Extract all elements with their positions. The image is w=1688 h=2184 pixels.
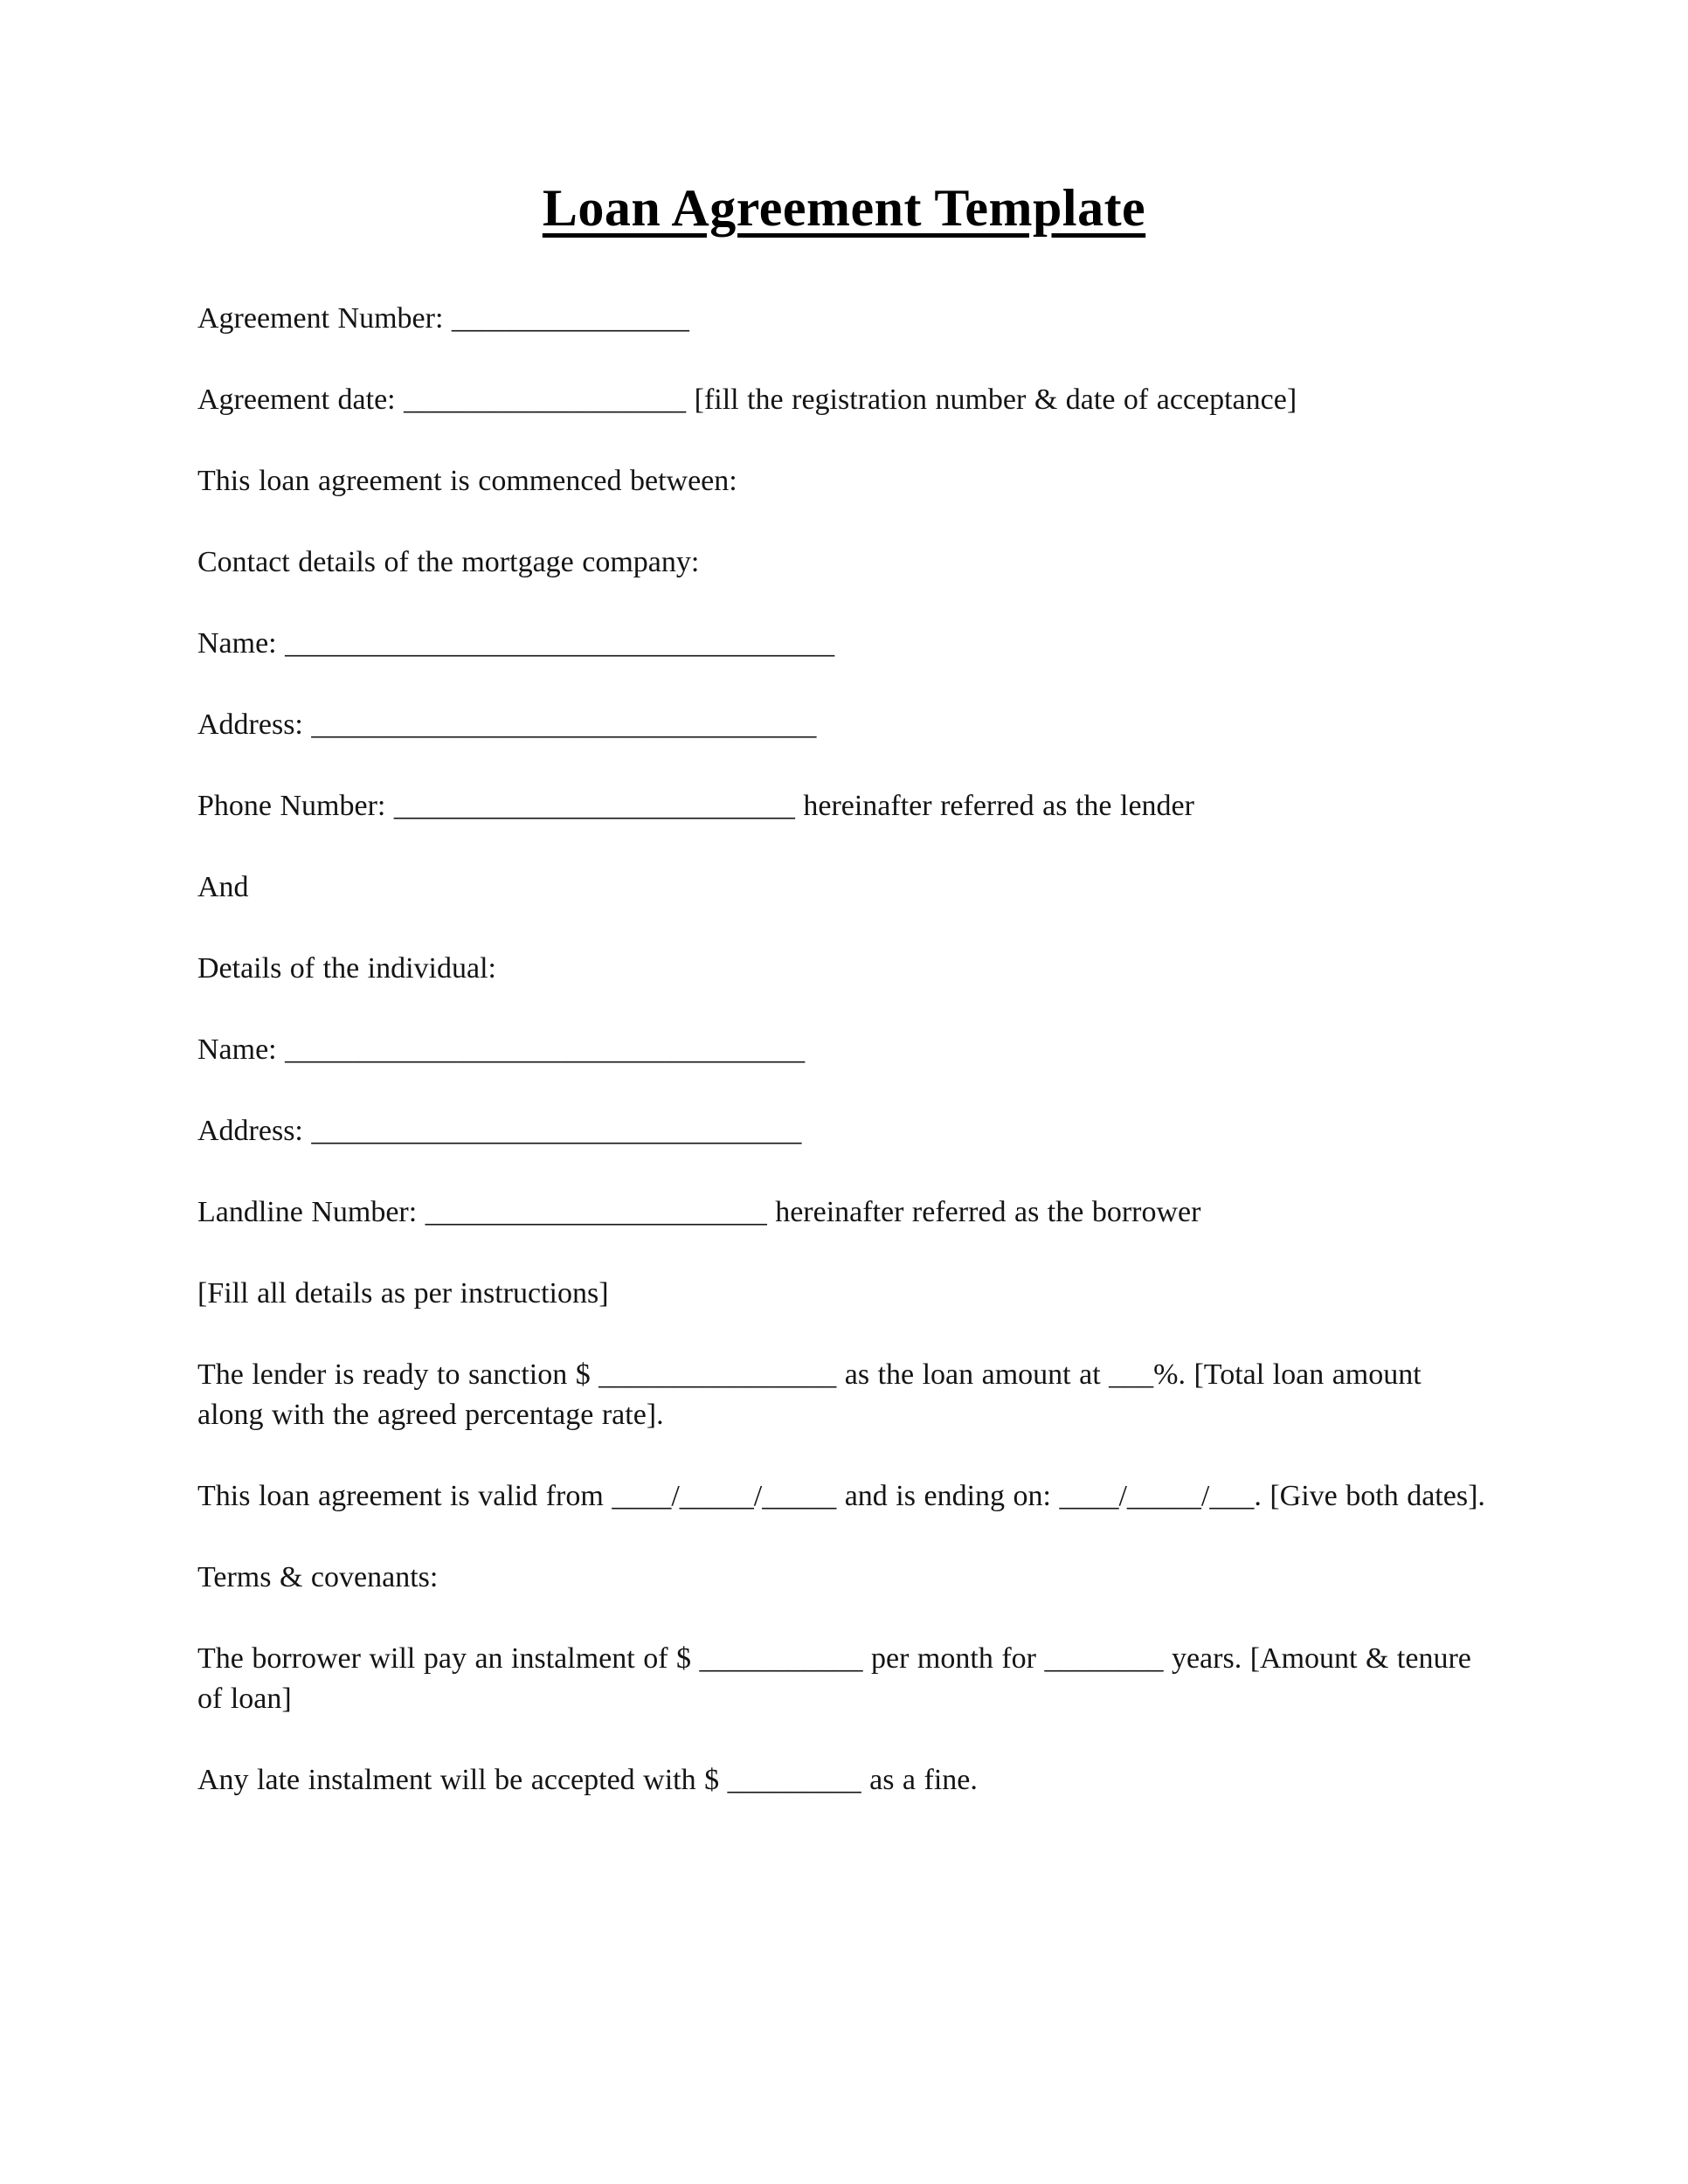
paragraph-agreement-number-line: Agreement Number: ________________	[197, 302, 689, 335]
page-title: Loan Agreement Template	[542, 179, 1146, 237]
document-body	[197, 299, 1491, 1800]
paragraph-late-fine-clause: Any late instalment will be accepted with $ _________ as a fine.	[197, 1764, 978, 1796]
paragraph-company-name-line: Name: _____________________________________	[197, 627, 835, 660]
paragraph-validity-clause: This loan agreement is valid from ____/_____/_____ and is ending on: ____/_____/___. [Give both dates].	[197, 1480, 1485, 1512]
paragraph-individual-landline-line: Landline Number: _______________________ hereinafter referred as the borrower	[197, 1196, 1201, 1228]
paragraph-individual-address-line: Address: _________________________________	[197, 1115, 802, 1147]
paragraph-instalment-clause: The borrower will pay an instalment of $ ___________ per month for ________ years. [Amount & tenure of loan]	[197, 1642, 1471, 1715]
paragraph-terms-heading: Terms & covenants:	[197, 1561, 439, 1593]
paragraph-conjunction-and: And	[197, 871, 249, 903]
paragraph-loan-amount-clause: The lender is ready to sanction $ ________________ as the loan amount at ___%. [Total loan amount along with the agreed percentage rate].	[197, 1358, 1422, 1431]
paragraph-agreement-date-line: Agreement date: ___________________ [fill the registration number & date of acceptance]	[197, 384, 1297, 416]
paragraph-individual-name-line: Name: ___________________________________	[197, 1033, 806, 1066]
paragraph-commencement-line: This loan agreement is commenced between:	[197, 465, 737, 497]
paragraph-company-phone-line: Phone Number: ___________________________ hereinafter referred as the lender	[197, 790, 1194, 822]
paragraph-company-address-line: Address: __________________________________	[197, 708, 817, 741]
paragraph-individual-details-heading: Details of the individual:	[197, 952, 496, 985]
paragraph-company-contact-heading: Contact details of the mortgage company:	[197, 546, 700, 578]
paragraph-fill-instructions-note: [Fill all details as per instructions]	[197, 1277, 609, 1310]
